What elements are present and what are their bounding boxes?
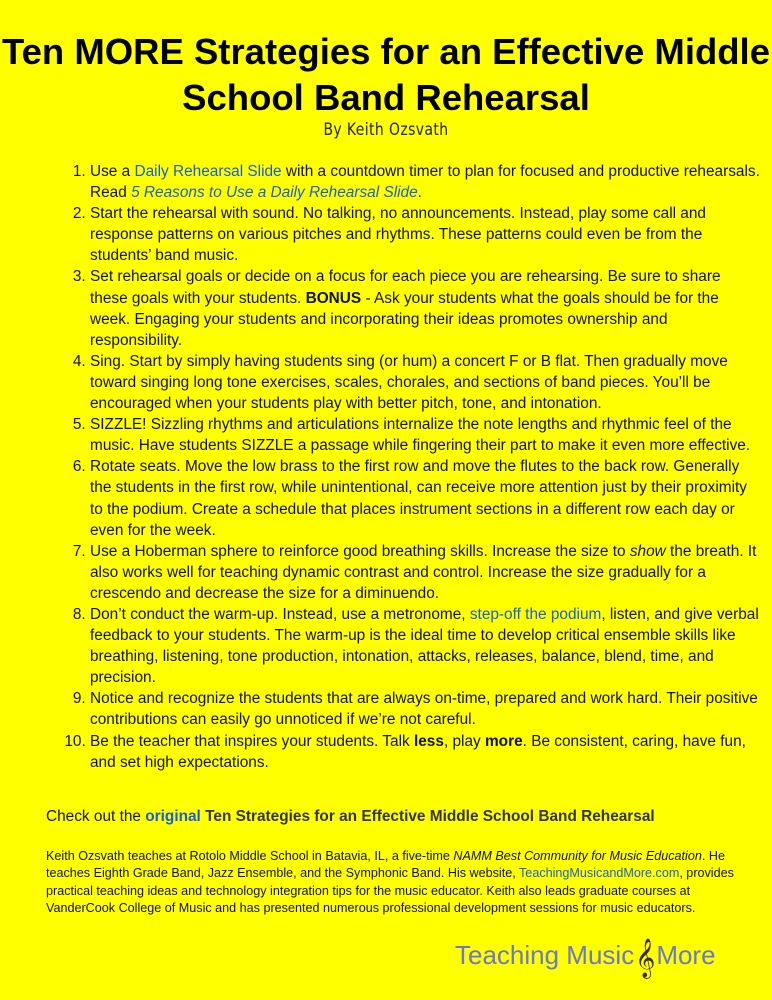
strategy-item (90, 731, 762, 773)
bold-text: BONUS (305, 289, 362, 307)
text-segment: Don’t conduct the warm-up. Instead, use a metronome, (90, 605, 470, 623)
text-segment: Start the rehearsal with sound. No talking, no announcements. Instead, play some call and response patterns on various pitches and rhythms. These patterns could even be from the students’ band music. (90, 205, 706, 265)
strategy-item (90, 688, 762, 730)
text-segment: the breath. It also works well for teaching dynamic contrast and control. Increase the size gradually for a crescendo and decrease the size for a diminuendo. (90, 542, 757, 602)
strategy-item (90, 351, 762, 414)
text-segment: . He teaches Eighth Grade Band, Jazz Ensemble, and the Symphonic Band. His website, (46, 849, 725, 881)
bold-text: more (485, 732, 523, 750)
italic-text: show (629, 542, 666, 560)
logo-text-left: Teaching Music (455, 940, 635, 970)
strategy-item (90, 456, 762, 540)
text-segment: Rotate seats. Move the low brass to the first row and move the flutes to the back row. Generally the students in the first row, while unintentional, can receive more attention just by their proximity to the podium. Create a schedule that places instrument sections in a different row each day or even for the week. (90, 458, 747, 539)
italic-text: NAMM Best Community for Music Education (453, 849, 702, 863)
inline-link[interactable]: TeachingMusicandMore.com (519, 866, 680, 881)
strategy-item (90, 161, 762, 203)
text-segment: , play (443, 732, 485, 750)
check-prefix: Check out the (46, 808, 146, 825)
text-segment: SIZZLE! Sizzling rhythms and articulations internalize the note lengths and rhythmic feel of the music. Have students SIZZLE a passage while fingering their part to make it even more effective. (90, 416, 751, 455)
strategy-item (90, 414, 762, 456)
inline-link[interactable]: 5 Reasons to Use a Daily Rehearsal Slide (131, 184, 418, 202)
check-out-line (46, 808, 655, 826)
strategy-item (90, 541, 762, 604)
text-segment: . (417, 184, 422, 202)
check-rest: Ten Strategies for an Effective Middle School Band Rehearsal (200, 808, 655, 825)
bold-text: less (413, 732, 444, 750)
text-segment: Set rehearsal goals or decide on a focus for each piece you are rehearsing. Be sure to share these goals with your students. (90, 268, 721, 307)
text-segment: , provides practical teaching ideas and technology integration tips for the music educator. Keith also leads graduate courses at VanderCook College of Music and has presented numerous professional development sessions for music educators. (46, 866, 734, 916)
text-segment: Notice and recognize the students that are always on-time, prepared and work hard. Their positive contributions can easily go unnoticed if we’re not careful. (90, 690, 758, 729)
text-segment: Use a Hoberman sphere to reinforce good breathing skills. Increase the size to (90, 542, 630, 560)
treble-clef-icon: 𝄞 (635, 939, 656, 977)
page-title: Ten MORE Strategies for an Effective Middle School Band Rehearsal (2, 31, 770, 118)
byline: By Keith Ozsvath (323, 120, 449, 140)
strategy-item (90, 266, 762, 350)
text-segment: - Ask your students what the goals should be for the week. Engaging your students and incorporating their ideas promotes ownership and responsibility. (90, 289, 719, 349)
author-bio (46, 848, 736, 918)
strategy-item (90, 604, 762, 688)
text-segment: Keith Ozsvath teaches at Rotolo Middle School in Batavia, IL, a five-time (46, 849, 454, 863)
strategies-list (58, 161, 762, 773)
strategy-item (90, 203, 762, 266)
teaching-music-and-more-logo (455, 934, 716, 977)
inline-link[interactable]: step-off the podium (469, 605, 602, 623)
inline-link[interactable]: Daily Rehearsal Slide (134, 163, 282, 180)
text-segment: . Be consistent, caring, have fun, and set high expectations. (90, 732, 746, 771)
text-segment: , listen, and give verbal feedback to your students. The warm-up is the ideal time to develop critical ensemble skills like breathing, listening, tone production, intonation, attacks, releases, balance, blend, time, and precision. (90, 605, 759, 687)
text-segment: Use a (90, 163, 135, 180)
text-segment: Be the teacher that inspires your students. Talk (90, 732, 414, 750)
text-segment: with a countdown timer to plan for focused and productive rehearsals. Read (90, 163, 760, 202)
logo-text-right: More (656, 940, 716, 970)
original-link[interactable]: original (145, 808, 201, 825)
text-segment: Sing. Start by simply having students sing (or hum) a concert F or B flat. Then gradually move toward singing long tone exercises, scales, chorales, and sections of band pieces. You’ll be encouraged when your students play with better pitch, tone, and intonation. (90, 352, 728, 413)
